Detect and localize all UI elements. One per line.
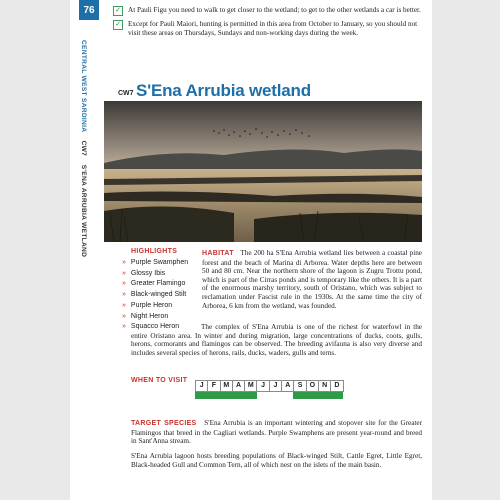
month-cell: D	[330, 380, 343, 392]
wetland-photo-image	[104, 101, 422, 242]
spine-separator-2	[80, 158, 87, 162]
month-cell: O	[306, 380, 318, 392]
checkbox-icon: ✓	[113, 6, 123, 16]
highlights-list	[122, 258, 188, 333]
tip-text: At Pauli Figu you need to walk to get closer to the wetland; to get to the other wetlands a car is better.	[128, 6, 421, 14]
page-title: S'Ena Arrubia wetland	[136, 81, 311, 100]
highlight-item: » Squacco Heron	[122, 322, 188, 333]
page-number: 76	[79, 0, 99, 20]
highlight-item: » Night Heron	[122, 312, 188, 323]
habitat-text: The 200 ha S'Ena Arrubia wetland lies between a coastal pine forest and the beach of Marina di Arborea. Water depths here are between 50 and 80 cm. Near the northern shore of the lagoon is Zugru Trottu pond, which is part of the Cirras ponds and is temporary like the others. It is a part of the enormous marshy territory, south of Oristano, which was subject to reclamation under Fascist rule in the 1930s. At the same time the city of Arborea, 6 km from the wetland, was founded.	[202, 249, 422, 310]
month-cell: A	[232, 380, 244, 392]
recommended-period-bar	[293, 392, 342, 399]
month-cell: J	[256, 380, 268, 392]
month-cell: A	[281, 380, 293, 392]
highlight-item: » Black-winged Stilt	[122, 290, 188, 301]
highlight-item: » Greater Flamingo	[122, 279, 188, 290]
month-cell: M	[220, 380, 232, 392]
tips-list	[113, 6, 423, 41]
checkbox-icon: ✓	[113, 20, 123, 30]
spine-site: S'ENA ARRUBIA WETLAND	[80, 164, 87, 258]
spine-code: CW7	[80, 140, 87, 157]
habitat-paragraph	[202, 249, 422, 310]
target-species-text: S'Ena Arrubia is an important wintering and stopover site for the Greater Flamingos that breed in the Cagliari wetlands. Purple Swamphens are present year-round and breed in Sant'Anna stream.	[131, 419, 422, 446]
spine-region: CENTRAL WEST SARDINIA	[80, 40, 87, 133]
tip-item	[113, 6, 423, 16]
month-cell: F	[207, 380, 219, 392]
when-to-visit-label: WHEN TO VISIT	[131, 377, 188, 384]
target-species-label: TARGET SPECIES	[131, 420, 197, 427]
highlights-heading: HIGHLIGHTS	[131, 248, 178, 255]
month-cell: N	[318, 380, 330, 392]
highlight-item: » Glossy Ibis	[122, 269, 188, 280]
spine-separator	[80, 134, 87, 138]
month-calendar	[195, 380, 344, 392]
site-code: CW7	[118, 90, 134, 97]
month-cell: J	[195, 380, 207, 392]
month-cell: M	[244, 380, 256, 392]
body-paragraph-4: S'Ena Arrubia lagoon hosts breeding populations of Black-winged Stilt, Cattle Egret, Little Egret, Black-headed Gull and Common Tern, all of which nest on the islets of the main basin.	[131, 452, 422, 469]
body-paragraph-2: The complex of S'Ena Arrubia is one of the richest for waterfowl in the entire Oristano area. In winter and during migration, large concentrations of ducks, coots, gulls, herons, cormorants and flamingos can be observed. The breeding avifauna is also very diverse and includes several species of herons, rails, ducks, waders, gulls and terns.	[131, 323, 422, 357]
highlight-item: » Purple Heron	[122, 301, 188, 312]
tip-item	[113, 20, 423, 37]
habitat-label: HABITAT	[202, 250, 234, 257]
recommended-period-bar	[195, 392, 257, 399]
target-species-paragraph	[131, 419, 422, 446]
month-cell: J	[269, 380, 281, 392]
highlight-item: » Purple Swamphen	[122, 258, 188, 269]
running-header-vertical	[80, 40, 87, 257]
month-cell: S	[293, 380, 305, 392]
wetland-photo	[104, 101, 422, 242]
tip-text: Except for Pauli Maiori, hunting is permitted in this area from October to January, so you should not visit these areas on Thursdays, Sundays and non-working days during the week.	[128, 20, 418, 37]
